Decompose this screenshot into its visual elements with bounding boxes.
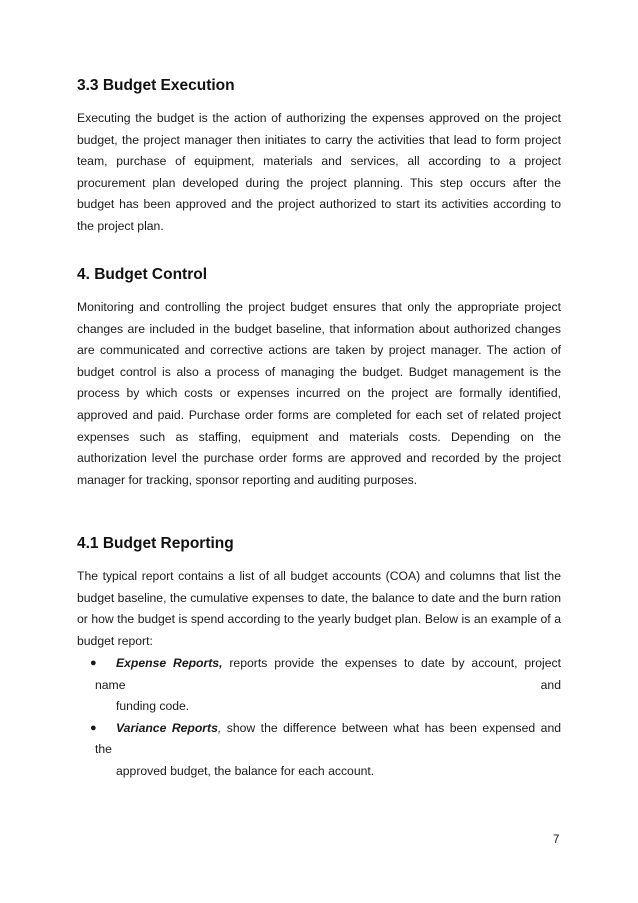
bullet-line-3: funding code. (116, 699, 190, 714)
bullet-line-1 (116, 653, 561, 675)
bullet-term: Variance Reports (116, 720, 218, 735)
bullet-line-2 (95, 739, 561, 761)
bullet-term: Expense Reports (116, 656, 220, 670)
bullet-term-suffix: , (217, 720, 222, 735)
list-item-expense-reports (77, 653, 561, 718)
bullet-text: show the difference between what has been expensed and (221, 720, 561, 735)
paragraph-budget-control: Monitoring and controlling the project budget ensures that only the appropriate project changes are included in the budget baseline, that information about authorized changes are communicated and corrective actions are taken by project manager. The action of budget control is also a process of managing the budget. Budget management is the process by which costs or expenses incurred on the project are formally identified, approved and paid. Purchase order forms are completed for each set of related project expenses such as staffing, equipment and materials costs. Depending on the authorization level the purchase order forms are approved and recorded by the project manager for tracking, sponsor reporting and auditing purposes. (77, 300, 561, 487)
page-number: 7 (553, 834, 560, 846)
paragraph-budget-reporting: The typical report contains a list of all budget accounts (COA) and columns that list the budget baseline, the cumulative expenses to date, the balance to date and the burn ration or how the budget is spend according to the yearly budget plan. Below is an example of a budget report: (77, 569, 561, 648)
bullet-line-3: approved budget, the balance for each account. (116, 763, 375, 778)
bullet-line-2-left: name (95, 677, 126, 692)
bullet-dot-icon: ● (90, 657, 97, 669)
bullet-line-2-right: and (540, 677, 561, 692)
section-heading-budget-reporting: 4.1 Budget Reporting (77, 535, 234, 552)
bullet-term-suffix: , (219, 656, 223, 670)
bullet-list (77, 653, 561, 783)
bullet-text: reports provide the expenses to date by account, project (222, 656, 561, 670)
bullet-dot-icon: ● (90, 721, 97, 734)
bullet-line-2-left: the (95, 742, 112, 757)
bullet-line-2 (95, 675, 561, 697)
section-heading-budget-control: 4. Budget Control (77, 266, 208, 283)
list-item-variance-reports (77, 718, 561, 783)
bullet-line-1 (116, 718, 561, 740)
paragraph-budget-execution: Executing the budget is the action of authorizing the expenses approved on the project budget, the project manager then initiates to carry the activities that lead to form project team, purchase of equipment, materials and services, all according to a project procurement plan developed during the project planning. This step occurs after the budget has been approved and the project authorized to start its activities according to the project plan. (77, 111, 561, 233)
section-heading-budget-execution: 3.3 Budget Execution (77, 77, 235, 94)
